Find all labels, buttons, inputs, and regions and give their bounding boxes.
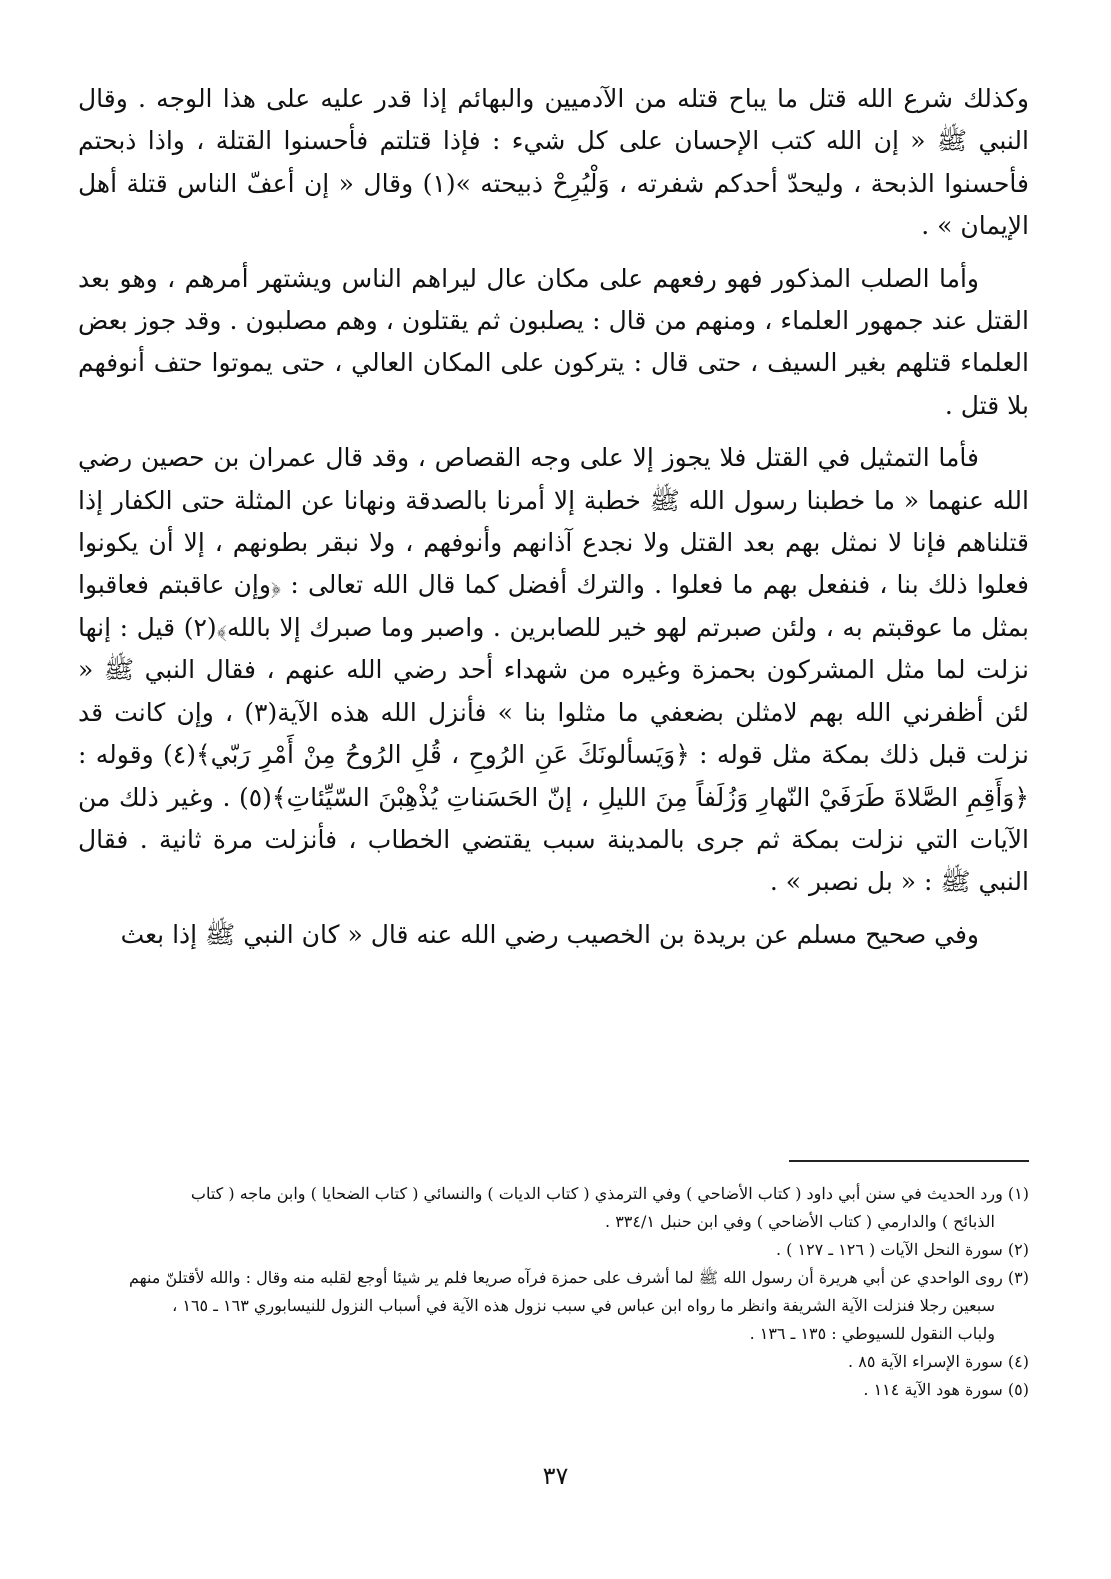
footnote-2: (٢) سورة النحل الآيات ( ١٢٦ ـ ١٢٧ ) . xyxy=(775,1240,1029,1259)
paragraph-1: وكذلك شرع الله قتل ما يباح قتله من الآدميين والبهائم إذا قدر عليه على هذا الوجه . وقال النبي ﷺ « إن الله كتب الإحسان على كل شيء : فإذا قتلتم فأحسنوا القتلة ، واذا ذبحتم فأحسنوا الذبحة ، وليحدّ أحدكم شفرته ، وَلْيُرِحْ ذبيحته »(١) وقال « إن أعفّ الناس قتلة أهل الإيمان » . xyxy=(78,84,1029,241)
footnote-4: (٤) سورة الإسراء الآية ٨٥ . xyxy=(848,1352,1029,1371)
footnotes xyxy=(78,1180,1029,1404)
footnote-1: (١) ورد الحديث في سنن أبي داود ( كتاب الأضاحي ) وفي الترمذي ( كتاب الديات ) والنسائي ( كتاب الضحايا ) وابن ماجه ( كتاب xyxy=(190,1184,1029,1203)
footnote-5: (٥) سورة هود الآية ١١٤ . xyxy=(863,1380,1029,1399)
footnote-3: (٣) روى الواحدي عن أبي هريرة أن رسول الله ﷺ لما أشرف على حمزة فرآه صريعا فلم ير شيئا أوجع لقلبه منه وقال : والله لأقتلنّ منهم xyxy=(128,1268,1029,1287)
paragraph-3: فأما التمثيل في القتل فلا يجوز إلا على وجه القصاص ، وقد قال عمران بن حصين رضي الله عنهما « ما خطبنا رسول الله ﷺ خطبة إلا أمرنا بالصدقة ونهانا عن المثلة حتى الكفار إذا قتلناهم فإنا لا نمثل بهم بعد القتل ولا نجدع آذانهم وأنوفهم ، ولا نبقر بطونهم ، إلا أن يكونوا فعلوا ذلك بنا ، فنفعل بهم ما فعلوا . والترك أفضل كما قال الله تعالى : ﴿وإن عاقبتم فعاقبوا بمثل ما عوقبتم به ، ولئن صبرتم لهو خير للصابرين . واصبر وما صبرك إلا بالله﴾(٢) قيل : إنها نزلت لما مثل المشركون بحمزة وغيره من شهداء أحد رضي الله عنهم ، فقال النبي ﷺ « لئن أظفرني الله بهم لامثلن بضعفي ما مثلوا بنا » فأنزل الله هذه الآية(٣) ، وإن كانت قد نزلت قبل ذلك بمكة مثل قوله : ﴿وَيَسألونَكَ عَنِ الرُوحِ ، قُلِ الرُوحُ مِنْ أَمْرِ رَبّي﴾(٤) وقوله : ﴿وَأَقِمِ الصَّلاةَ طَرَفَيْ النّهارِ وَزُلَفاً مِنَ الليلِ ، إنّ الحَسَناتِ يُذْهِبْنَ السّيِّئاتِ﴾(٥) . وغير ذلك من الآيات التي نزلت بمكة ثم جرى بالمدينة سبب يقتضي الخطاب ، فأنزلت مرة ثانية . فقال النبي ﷺ : « بل نصبر » . xyxy=(78,443,1029,897)
footnote-separator xyxy=(789,1160,1029,1162)
main-text xyxy=(78,78,1029,956)
paragraph-2: وأما الصلب المذكور فهو رفعهم على مكان عال ليراهم الناس ويشتهر أمرهم ، وهو بعد القتل عند جمهور العلماء ، ومنهم من قال : يصلبون ثم يقتلون ، وهم مصلبون . وقد جوز بعض العلماء قتلهم بغير السيف ، حتى قال : يتركون على المكان العالي ، حتى يموتوا حتف أنوفهم بلا قتل . xyxy=(78,263,1029,420)
footnote-3-continued: سبعين رجلا فنزلت الآية الشريفة وانظر ما رواه ابن عباس في سبب نزول هذه الآية في أسباب النزول للنيسابوري ١٦٣ ـ ١٦٥ ، xyxy=(172,1296,995,1315)
paragraph-4: وفي صحيح مسلم عن بريدة بن الخصيب رضي الله عنه قال « كان النبي ﷺ إذا بعث xyxy=(120,919,979,949)
footnote-3-continued-2: ولباب النقول للسيوطي : ١٣٥ ـ ١٣٦ . xyxy=(749,1324,995,1343)
page-number: ٣٧ xyxy=(542,1462,569,1490)
footnote-1-continued: الذبائح ) والدارمي ( كتاب الأضاحي ) وفي ابن حنبل ٣٣٤/١ . xyxy=(605,1212,995,1231)
